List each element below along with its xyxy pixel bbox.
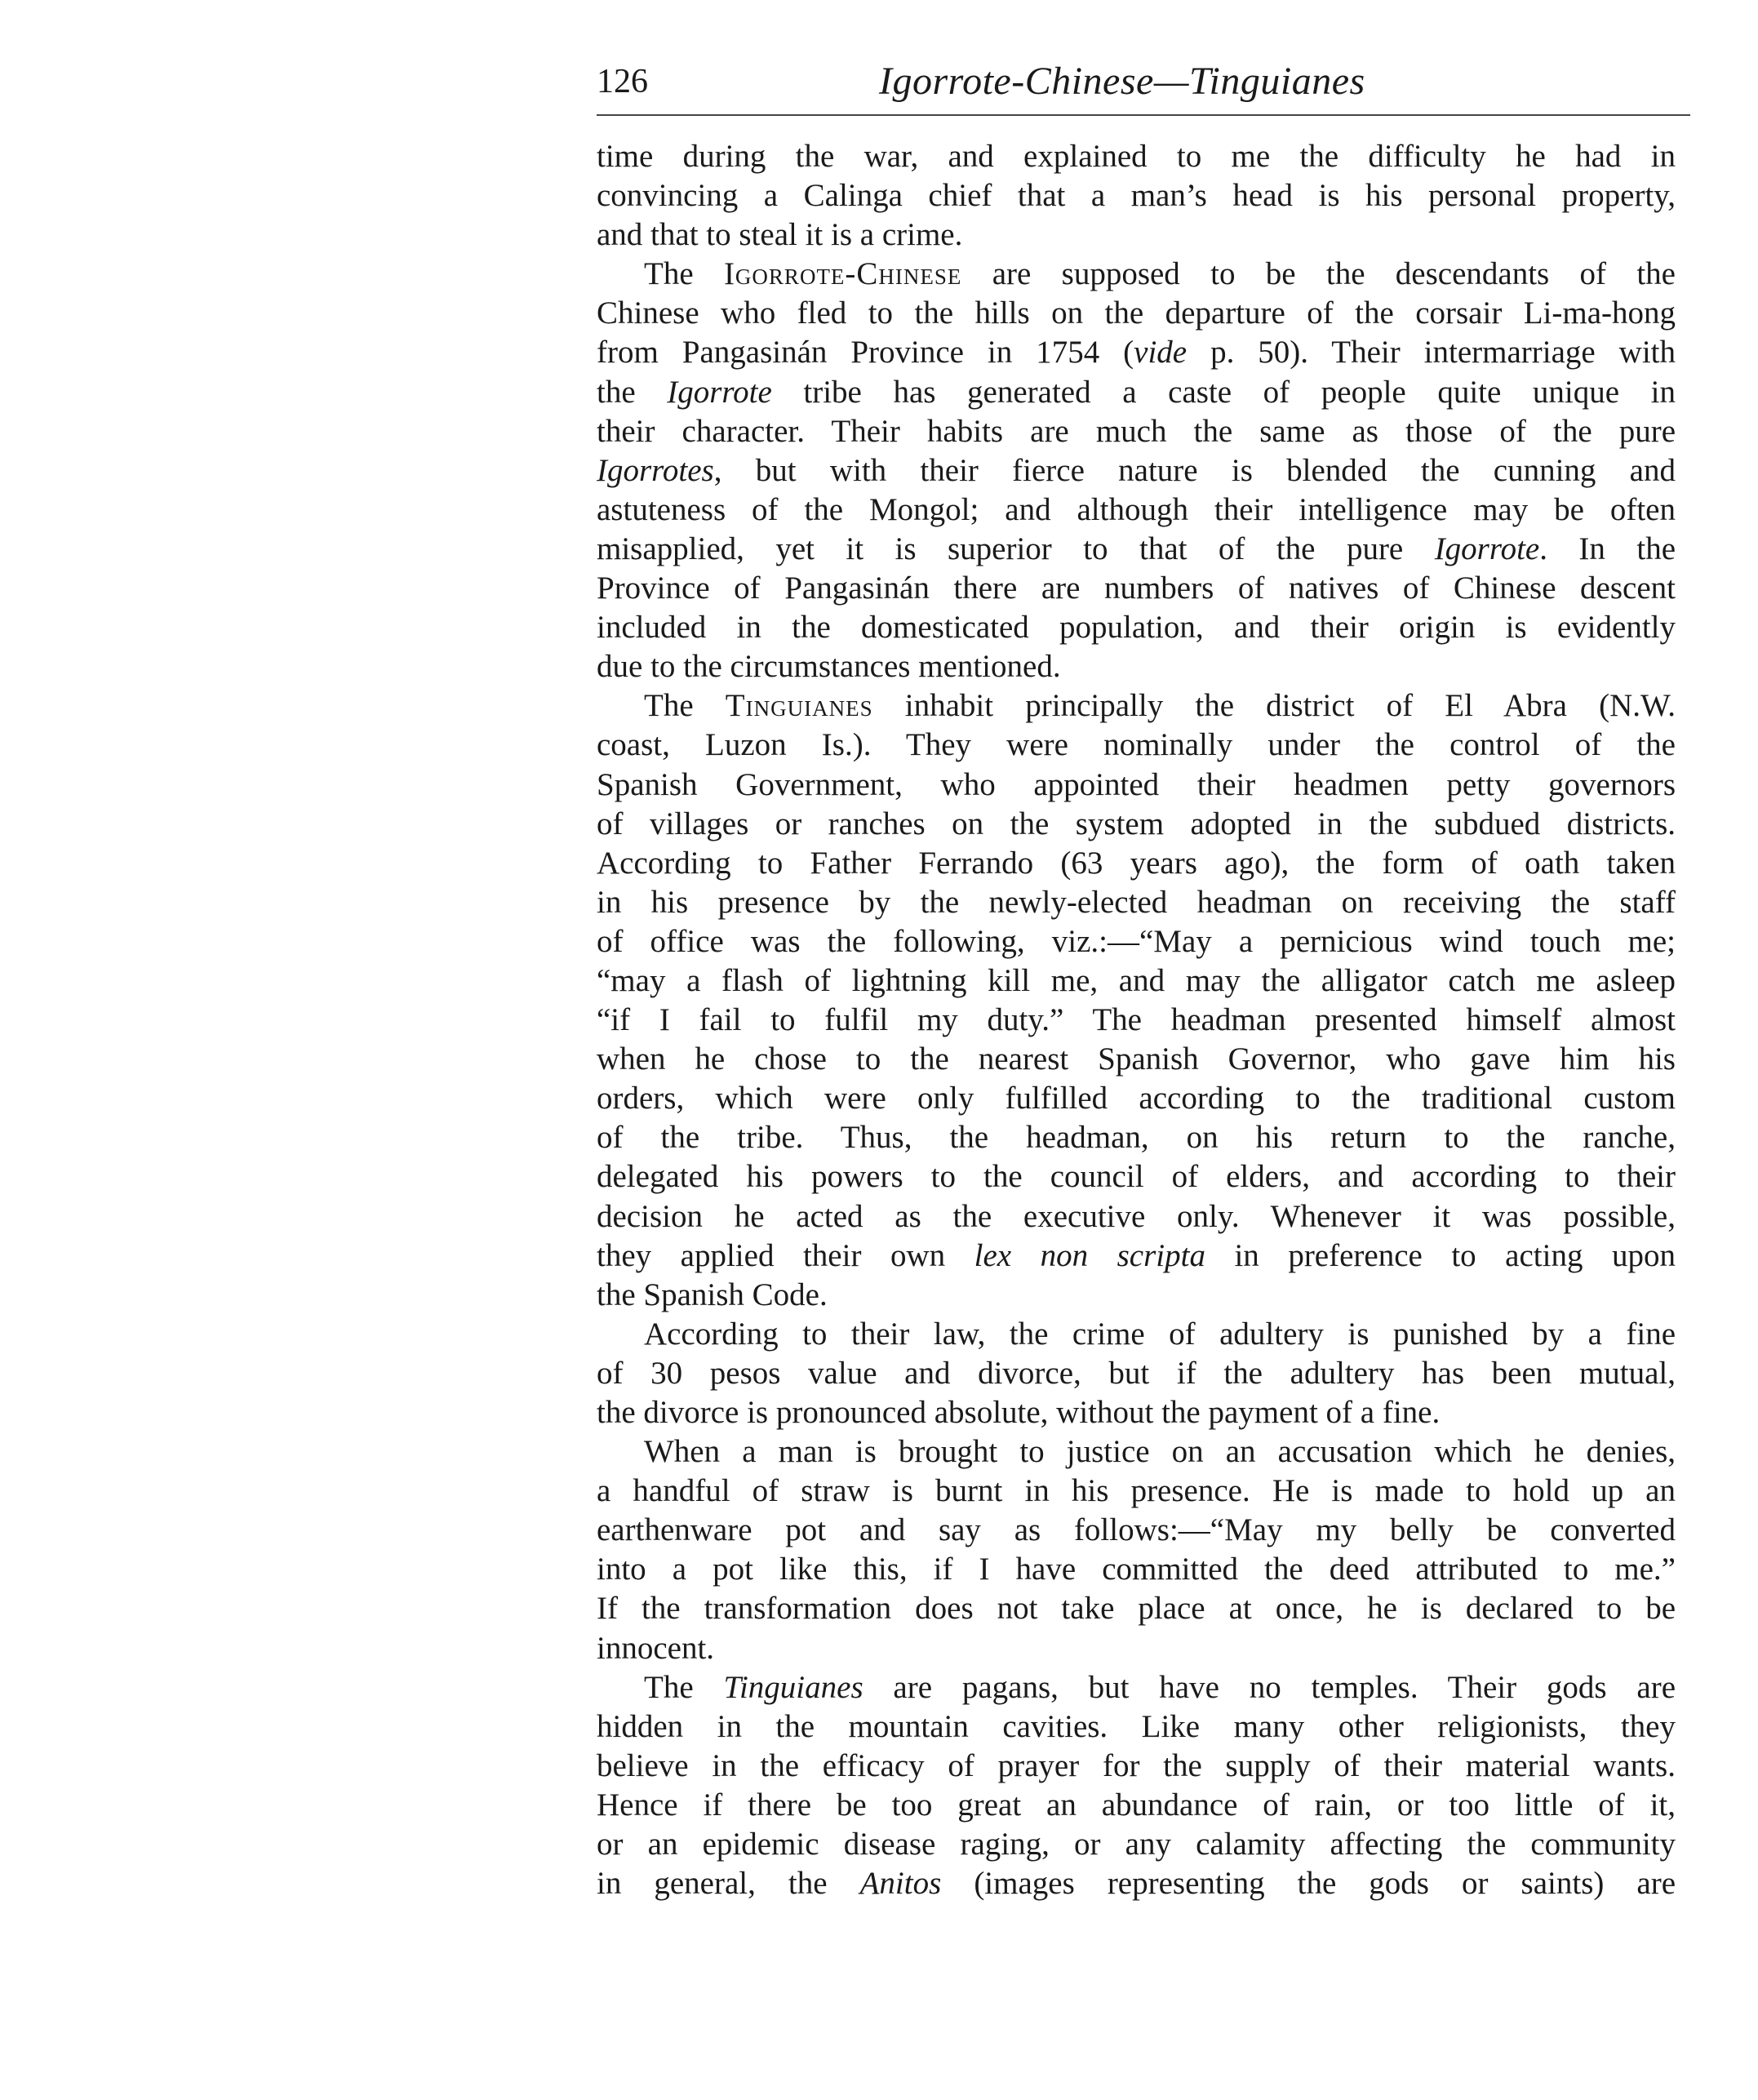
text-segment: When a man is brought to justice on an accusation which he denies, <box>644 1434 1676 1470</box>
text-segment: from Pangasinán Province in 1754 ( <box>597 335 1134 371</box>
text-segment: are supposed to be the descendants of the <box>961 256 1676 292</box>
text-segment: Province of Pangasinán there are numbers of natives of Chinese descent <box>597 571 1676 606</box>
text-line <box>597 333 1676 372</box>
italic-text: lex non scripta <box>974 1237 1205 1273</box>
text-segment: time during the war, and explained to me the difficulty he had in <box>597 139 1676 174</box>
text-line <box>597 1589 1676 1628</box>
text-segment: . In the <box>1539 531 1676 566</box>
text-segment: innocent. <box>597 1630 715 1666</box>
text-segment: of the tribe. Thus, the headman, on his return to the ranche, <box>597 1120 1676 1156</box>
text-line <box>597 412 1676 451</box>
page-header <box>597 59 1682 111</box>
text-segment: (images representing the gods or saints) are <box>941 1866 1676 1902</box>
text-segment: If the transformation does not take place at once, he is declared to be <box>597 1591 1676 1627</box>
text-segment: Chinese who fled to the hills on the departure of the corsair Li-ma-hong <box>597 295 1676 331</box>
italic-text: Tinguianes <box>723 1669 863 1705</box>
text-line <box>597 883 1676 922</box>
text-segment: when he chose to the nearest Spanish Governor, who gave him his <box>597 1041 1676 1077</box>
text-line <box>597 1315 1676 1354</box>
text-line <box>597 647 1676 686</box>
text-line <box>597 530 1676 569</box>
text-segment: According to their law, the crime of adultery is punished by a fine <box>644 1316 1676 1352</box>
text-segment: are pagans, but have no temples. Their gods are <box>863 1669 1676 1705</box>
text-segment: the divorce is pronounced absolute, without the payment of a fine. <box>597 1395 1441 1430</box>
text-line <box>597 1118 1676 1157</box>
text-segment: misapplied, yet it is superior to that of the pure <box>597 531 1435 566</box>
text-segment: hidden in the mountain cavities. Like many other religionists, they <box>597 1708 1676 1744</box>
text-segment: p. 50). Their intermarriage with <box>1187 335 1676 371</box>
italic-text: Anitos <box>859 1866 942 1902</box>
text-line <box>597 766 1676 805</box>
text-segment: the Spanish Code. <box>597 1276 828 1312</box>
text-segment: inhabit principally the district of El Abra (N.W. <box>872 688 1676 724</box>
text-segment: included in the domesticated population, and their origin is evidently <box>597 610 1676 646</box>
text-line <box>597 1001 1676 1040</box>
text-segment: The <box>644 688 726 724</box>
text-line <box>597 176 1676 215</box>
text-segment: delegated his powers to the council of elders, and according to their <box>597 1159 1676 1195</box>
text-line <box>597 1825 1676 1864</box>
text-segment: in general, the <box>597 1866 860 1902</box>
text-line <box>597 1157 1676 1197</box>
text-line <box>597 1197 1676 1236</box>
text-line <box>597 255 1676 294</box>
text-line <box>597 805 1676 844</box>
text-line <box>597 1236 1676 1276</box>
text-segment: the <box>597 374 668 410</box>
text-line <box>597 1472 1676 1511</box>
text-segment: of office was the following, viz.:—“May a pernicious wind touch me; <box>597 923 1676 959</box>
text-line <box>597 1747 1676 1786</box>
text-segment: The <box>644 1669 724 1705</box>
text-segment: astuteness of the Mongol; and although their intelligence may be often <box>597 491 1676 527</box>
text-line <box>597 294 1676 333</box>
small-caps-text: Tinguianes <box>725 688 873 724</box>
text-segment: believe in the efficacy of prayer for the supply of their material wants. <box>597 1747 1676 1783</box>
text-segment: “if I fail to fulfil my duty.” The headman presented himself almost <box>597 1002 1676 1038</box>
text-segment: Spanish Government, who appointed their headmen petty governors <box>597 766 1676 802</box>
text-segment: orders, which were only fulfilled according to the traditional custom <box>597 1081 1676 1117</box>
text-line <box>597 922 1676 961</box>
text-segment: convincing a Calinga chief that a man’s head is his personal property, <box>597 178 1676 214</box>
body-text <box>597 137 1676 1903</box>
text-segment: According to Father Ferrando (63 years ago), the form of oath taken <box>597 845 1676 881</box>
text-line <box>597 1393 1676 1432</box>
text-segment: The <box>644 256 724 292</box>
text-line <box>597 1432 1676 1472</box>
text-line <box>597 215 1676 255</box>
text-line <box>597 1707 1676 1747</box>
text-line <box>597 608 1676 647</box>
text-line <box>597 961 1676 1001</box>
text-line <box>597 1786 1676 1825</box>
text-line <box>597 844 1676 883</box>
text-segment: into a pot like this, if I have committed the deed attributed to me.” <box>597 1552 1676 1587</box>
text-line <box>597 1511 1676 1550</box>
italic-text: Igorrote <box>1434 531 1540 566</box>
text-segment: or an epidemic disease raging, or any calamity affecting the community <box>597 1827 1676 1862</box>
text-segment: and that to steal it is a crime. <box>597 217 963 253</box>
text-line <box>597 686 1676 726</box>
text-segment: coast, Luzon Is.). They were nominally under the control of the <box>597 727 1676 763</box>
text-segment: decision he acted as the executive only. Whenever it was possible, <box>597 1198 1676 1234</box>
text-segment: , but with their fierce nature is blended the cunning and <box>713 452 1676 488</box>
text-line <box>597 1040 1676 1079</box>
text-segment: due to the circumstances mentioned. <box>597 649 1061 685</box>
text-line <box>597 1276 1676 1315</box>
text-line <box>597 1354 1676 1393</box>
page-number: 126 <box>597 63 648 100</box>
text-segment: of 30 pesos value and divorce, but if the adultery has been mutual, <box>597 1355 1676 1391</box>
text-line <box>597 1629 1676 1668</box>
text-line <box>597 1079 1676 1118</box>
text-segment: in preference to acting upon <box>1205 1237 1676 1273</box>
text-line <box>597 451 1676 491</box>
text-segment: in his presence by the newly-elected headman on receiving the staff <box>597 884 1676 920</box>
italic-text: Igorrote <box>667 374 772 410</box>
text-segment: Hence if there be too great an abundance of rain, or too little of it, <box>597 1787 1676 1823</box>
text-line <box>597 137 1676 176</box>
text-segment: of villages or ranches on the system adopted in the subdued districts. <box>597 806 1676 841</box>
text-segment: “may a flash of lightning kill me, and may the alligator catch me asleep <box>597 962 1676 998</box>
text-segment: their character. Their habits are much the same as those of the pure <box>597 413 1676 449</box>
text-line <box>597 726 1676 765</box>
text-line <box>597 1550 1676 1589</box>
text-line <box>597 1864 1676 1903</box>
text-line <box>597 491 1676 530</box>
text-segment: earthenware pot and say as follows:—“May my belly be converted <box>597 1512 1676 1548</box>
text-line <box>597 373 1676 412</box>
text-segment: they applied their own <box>597 1237 974 1273</box>
running-title: Igorrote-Chinese—Tinguianes <box>879 60 1365 103</box>
text-line <box>597 1668 1676 1707</box>
text-segment: a handful of straw is burnt in his presence. He is made to hold up an <box>597 1473 1676 1509</box>
text-line <box>597 569 1676 608</box>
text-segment: tribe has generated a caste of people quite unique in <box>771 374 1676 410</box>
header-rule <box>597 114 1690 116</box>
small-caps-text: Igorrote-Chinese <box>723 256 962 292</box>
italic-text: Igorrotes <box>597 452 714 488</box>
italic-text: vide <box>1134 335 1188 371</box>
